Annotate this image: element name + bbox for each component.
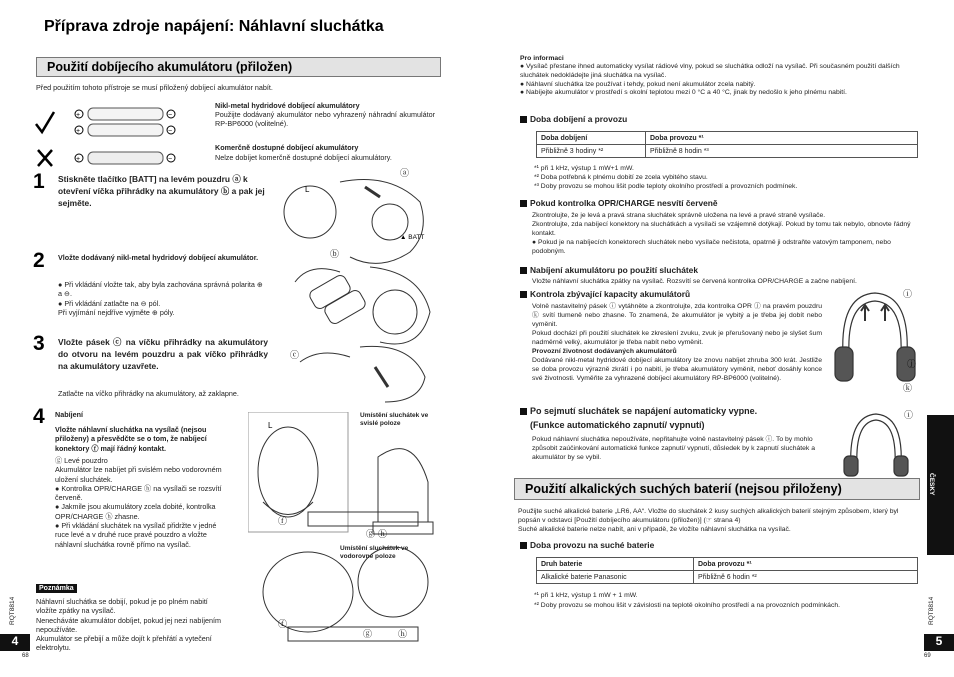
label-g: ⓖ [363,629,373,639]
cross-mark-icon [38,150,52,166]
page-title: Příprava zdroje napájení: Náhlavní sluchátka [44,18,384,35]
step3-text: Vložte pásek ⓒ na víčku přihrádky na akumulátory do otvoru na levém pouzdru a pak víčko přihrádky na akumulátory uzavřete. [58,337,268,371]
label-g: ⓖ [366,529,376,539]
label-L: L [268,421,273,430]
label-i: ⓘ [904,410,914,420]
cap-text [532,302,822,383]
charge-heading: Doba dobíjení a provozu [520,114,627,124]
label-h: ⓗ [378,529,388,539]
bullet: Při vyjímání nejdříve vyjměte ⊕ póly. [58,307,175,317]
label-k: ⓚ [903,383,913,393]
text-line: Použijte suché alkalické baterie „LR6, AA“. Vložte do sluchátek 2 kusy suchých alkalických baterií stejným způsobem, který byl popsán v odstavci [Použití dobíjecího akumulátoru (přiložen)] (☞ strana 4) [518,508,899,524]
bullet: Při vkládání sluchátek na vysílač přidržte v jedné ruce levé a v druhé ruce pravé pouzdro a vložte náhlavní sluchátka rovně přímo na vysílač. [55,521,217,549]
detail-g2: Akumulátor lze nabíjet při svislém nebo vodorovném uložení sluchátek. [55,465,222,484]
table-cell: Přibližně 8 hodin *³ [646,145,918,158]
page-small: 69 [924,653,931,659]
headphones-band-icon [836,408,916,478]
step4-details: ⓖ Levé pouzdro Akumulátor lze nabíjet při svislém nebo vodorovném uložení sluchátek. ● Kontrolka OPR/CHARGE ⓗ na vysílači se rozsvítí červeně. ● Jakmile jsou akumulátory zcela dobité, kontrolka OPR/CHARGE ⓗ zhasne. ● Při vkládání sluchátek na vysílač přidržte v jedné ruce levé a v druhé ruce pravé pouzdro a vložte náhlavní sluchátka rovně přímo na vysílač. [55,456,225,549]
battery-insertion-figure [270,162,440,407]
after-heading: Nabíjení akumulátoru po použití sluchátek [520,265,698,275]
bullet: Při vkládání zatlačte na ⊖ pól. [64,298,161,308]
note-line: Náhlavní sluchátka se dobijí, pokud je po plném nabití vložíte zpátky na vysílač. [36,597,208,616]
svg-text:−: − [168,156,173,163]
info-item: Nabíjejte akumulátor v prostředí s okolní teplotou mezi 0 °C a 40 °C, jinak by nedošlo k jeho plnému nabití. [526,89,847,97]
step-number: 3 [33,332,45,355]
intro-text: Před použitím tohoto přístroje se musí přiložený dobíjecí akumulátor nabít. [36,83,273,92]
label-a: ⓐ [400,168,410,178]
cap-heading: Kontrola zbývající kapacity akumulátorů [520,289,690,299]
svg-text:+: + [76,128,81,135]
svg-text:−: − [168,112,173,119]
dry-footnotes [534,591,840,611]
page-number: 4 [0,634,30,651]
text-line: Pokud dochází při použití sluchátek ke zkreslení zvuku, zvuk je přerušovaný nebo je slyšet šum nadměrně velký, akumulátor je třeba nabít nebo vyměnit. [532,330,822,346]
battery-bad-title: Komerčně dostupné dobíjecí akumulátory [215,143,359,152]
table-cell: Přibližně 6 hodin *² [694,571,918,584]
label-j: ⓙ [907,359,917,369]
caption-vertical: Umístění sluchátek ve svislé poloze [360,412,429,427]
battery-ok-text: Použijte dodávaný akumulátor nebo vyhrazený náhradní akumulátor RP-BP6000 (volitelné). [215,110,435,129]
label-h: ⓗ [398,629,408,639]
svg-text:+: + [76,112,81,119]
battery-illustration [32,102,182,172]
headphones-figure [825,285,920,397]
note-text [36,597,226,653]
label-i: ⓘ [903,289,913,299]
step2-bullets: ● Při vkládání vložte tak, aby byla zachována správná polarita ⊕ a ⊖. ● Při vkládání zatlačte na ⊖ pól. Při vyjímání nejdříve vyjměte ⊕ póly. [58,280,263,317]
text-line: Suché alkalické baterie nelze nabít, ani v případě, že vložíte náhlavní sluchátka na vysílač. [518,526,791,533]
svg-text:−: − [168,128,173,135]
step-number: 1 [33,170,45,193]
footnote: *¹ při 1 kHz, výstup 1 mW + 1 mW. [534,592,638,599]
dry-table [536,557,918,584]
life-title: Provozní životnost dodávaných akumulátorů [532,348,677,355]
section-title: Použití dobíjecího akumulátoru (přiložen) [47,60,293,74]
battery-ok [75,108,175,136]
language-tab-label: ČESKY [928,473,935,496]
text-line: Pokud je na nabíjecích konektorech sluchátek nebo vysílače nečistota, opatrně ji odstraňte vatovým tamponem, nebo podobným. [532,239,891,255]
table-header: Doba provozu *¹ [646,132,918,145]
check-mark-icon [36,112,54,132]
step-number: 2 [33,249,45,272]
label-c: ⓒ [290,350,300,360]
rqt-code: RQT8814 [928,596,935,625]
note-line: Akumulátor se přebijí a může dojít k přehřátí a vytečení elektrolytu. [36,634,212,653]
step2-text: Vložte dodávaný nikl-metal hydridový dobíjecí akumulátor. [58,253,259,262]
auto-text: Pokud náhlavní sluchátka nepoužíváte, nepřitahujte volně nastavitelný pásek ⓘ. To by mohlo způsobit zaúčinkování automatické funkce zapnutí/ vypnutí, důsledek by k zapnutí sluchátek a akumulátor by se vybil. [532,436,815,461]
info-title: Pro informaci [520,55,564,62]
step1-text: Stiskněte tlačítko [BATT] na levém pouzdru ⓐ k otevření víčka přihrádky na akumulátory ⓑ a pak jej sejměte. [58,174,265,208]
footnote: *¹ při 1 kHz, výstup 1 mW+1 mW. [534,165,634,172]
bullet: Kontrolka OPR/CHARGE ⓗ na vysílači se rozsvítí červeně. [55,483,222,503]
label-L: L [305,185,310,194]
table-header: Doba provozu *¹ [694,558,918,571]
red-heading: Pokud kontrolka OPR/CHARGE nesvítí červeně [520,198,718,208]
page-number: 5 [924,634,954,651]
text-line: Zkontrolujte, zda nabíjecí konektory na sluchátkách a vysílači se vzájemně dotýkají. Pokud by tomu tak nebylo, obnovte řádný kontakt. [532,221,911,237]
info-item: Náhlavní sluchátka lze používat i tehdy, pokud není akumulátor zcela nabitý. [526,80,756,88]
info-list: ● Vysílač přestane ihned automaticky vysílat rádiové vlny, pokud se sluchátka odloží na vysílač. Při současném použití dalších sluchátek nedokládejte jiná sluchátka na vysílač. ● Náhlavní sluchátka lze používat i tehdy, pokud není akumulátor zcela nabitý. ● Nabíjejte akumulátor v prostředí s okolní teplotou mezi 0 °C a 40 °C, jinak by nedošlo k jeho plnému nabití. [520,63,900,97]
bullet: Jakmile jsou akumulátory zcela dobité, kontrolka OPR/CHARGE ⓗ zhasne. [55,502,216,521]
battery-bad [75,152,175,164]
svg-text:+: + [76,156,81,163]
table-cell: Alkalické baterie Panasonic [537,571,694,584]
battery-bad-text: Nelze dobíjet komerčně dostupné dobíjecí akumulátory. [215,153,392,162]
language-tab [927,415,954,555]
footnote: *² Doba potřebná k plnému dobití ze zcela vybitého stavu. [534,174,708,181]
step4-text: Vložte náhlavní sluchátka na vysílač (nejsou přiloženy) a přesvědčte se o tom, že nabíjecí konektory ⓕ mají řádný kontakt. [55,425,207,453]
section-rechargeable [36,57,441,77]
after-text: Vložte náhlavní sluchátka zpátky na vysílač. Rozsvítí se červená kontrolka OPR/CHARGE a začne nabíjení. [532,278,857,285]
red-text: Zkontrolujte, že je levá a pravá strana sluchátek správně uložena na levé a pravé straně vysílače. Zkontrolujte, zda nabíjecí konektory na sluchátkách a vysílači se vzájemně dotýkají. Pokud by tomu tak nebylo, obnovte řádný kontakt. ● Pokud je na nabíjecích konektorech sluchátek nebo vysílače nečistota, opatrně ji odstraňte vatovým tamponem, nebo podobným. [532,211,918,256]
text-line: Volně nastavitelný pásek ⓘ vytáhněte a zkontrolujte, zda kontrolka OPR ⓙ na pravém pouzdru ⓚ svítí tlumeně nebo zhasne. To znamená, že akumulátor je vybitý a je třeba jej dobít nebo vyměnit. [532,303,822,328]
life-text: Dodávané nikl-metal hydridové dobíjecí akumulátory lze znovu nabíjet zhruba 300 krát. Jestliže se doba provozu výrazně zkrátí i po nabití, je třeba akumulátory vyměnit, neboť dosáhly konce své životnosti. Vyměňte za vyhrazené dobíjecí akumulátory RP-BP6000 (volitelné). [532,357,822,382]
step4-title: Nabíjení [55,410,83,419]
label-batt: ▲ BATT [400,234,425,241]
table-cell: Přibližně 3 hodiny *² [537,145,646,158]
charging-figure [248,412,440,657]
section-dry-batteries [514,478,920,500]
step-number: 4 [33,405,45,428]
dry-heading: Doba provozu na suché baterie [520,540,654,550]
label-f: ⓕ [278,619,288,629]
auto-heading: Po sejmutí sluchátek se napájení automaticky vypne. [520,406,757,416]
page-small: 68 [22,653,29,659]
footnotes [534,164,797,191]
info-item: Vysílač přestane ihned automaticky vysílat rádiové vlny, pokud se sluchátka odloží na vysílač. Při současném použití dalších sluchátek nedokládejte jiná sluchátka na vysílač. [520,63,900,79]
battery-ok-title: Nikl-metal hydridové dobíjecí akumulátory [215,101,360,110]
table-header: Druh baterie [537,558,694,571]
note-line: Nenecháváte akumulátor dobíjet, pokud jej nezi nabíjením nepoužíváte. [36,615,221,634]
caption-horizontal: Umístění sluchátek ve vodorovné poloze [340,545,409,560]
bullet: Při vkládání vložte tak, aby byla zachována správná polarita ⊕ a ⊖. [58,280,263,299]
section-title: Použití alkalických suchých baterií (nejsou přiloženy) [525,482,842,496]
auto-heading-sub: (Funkce automatického zapnutí/ vypnutí) [530,420,705,430]
step3-sub: Zatlačte na víčko přihrádky na akumulátory, až zaklapne. [58,389,239,398]
table-header: Doba dobíjení [537,132,646,145]
charge-table [536,131,918,158]
label-f: ⓕ [278,516,288,526]
note-label: Poznámka [36,584,77,593]
footnote: *² Doby provozu se mohou lišit v závislosti na teplotě okolního prostředí a na provozních podmínkách. [534,602,841,609]
text-line: Zkontrolujte, že je levá a pravá strana sluchátek správně uložena na levé a pravé straně vysílače. [532,212,826,219]
rqt-code: RQT8814 [9,596,16,625]
detail-g: ⓖ Levé pouzdro [55,456,108,465]
label-b: ⓑ [330,249,340,259]
footnote: *³ Doby provozu se mohou lišit podle teploty okolního prostředí a provozních podmínek. [534,183,798,190]
dry-text [518,507,918,534]
